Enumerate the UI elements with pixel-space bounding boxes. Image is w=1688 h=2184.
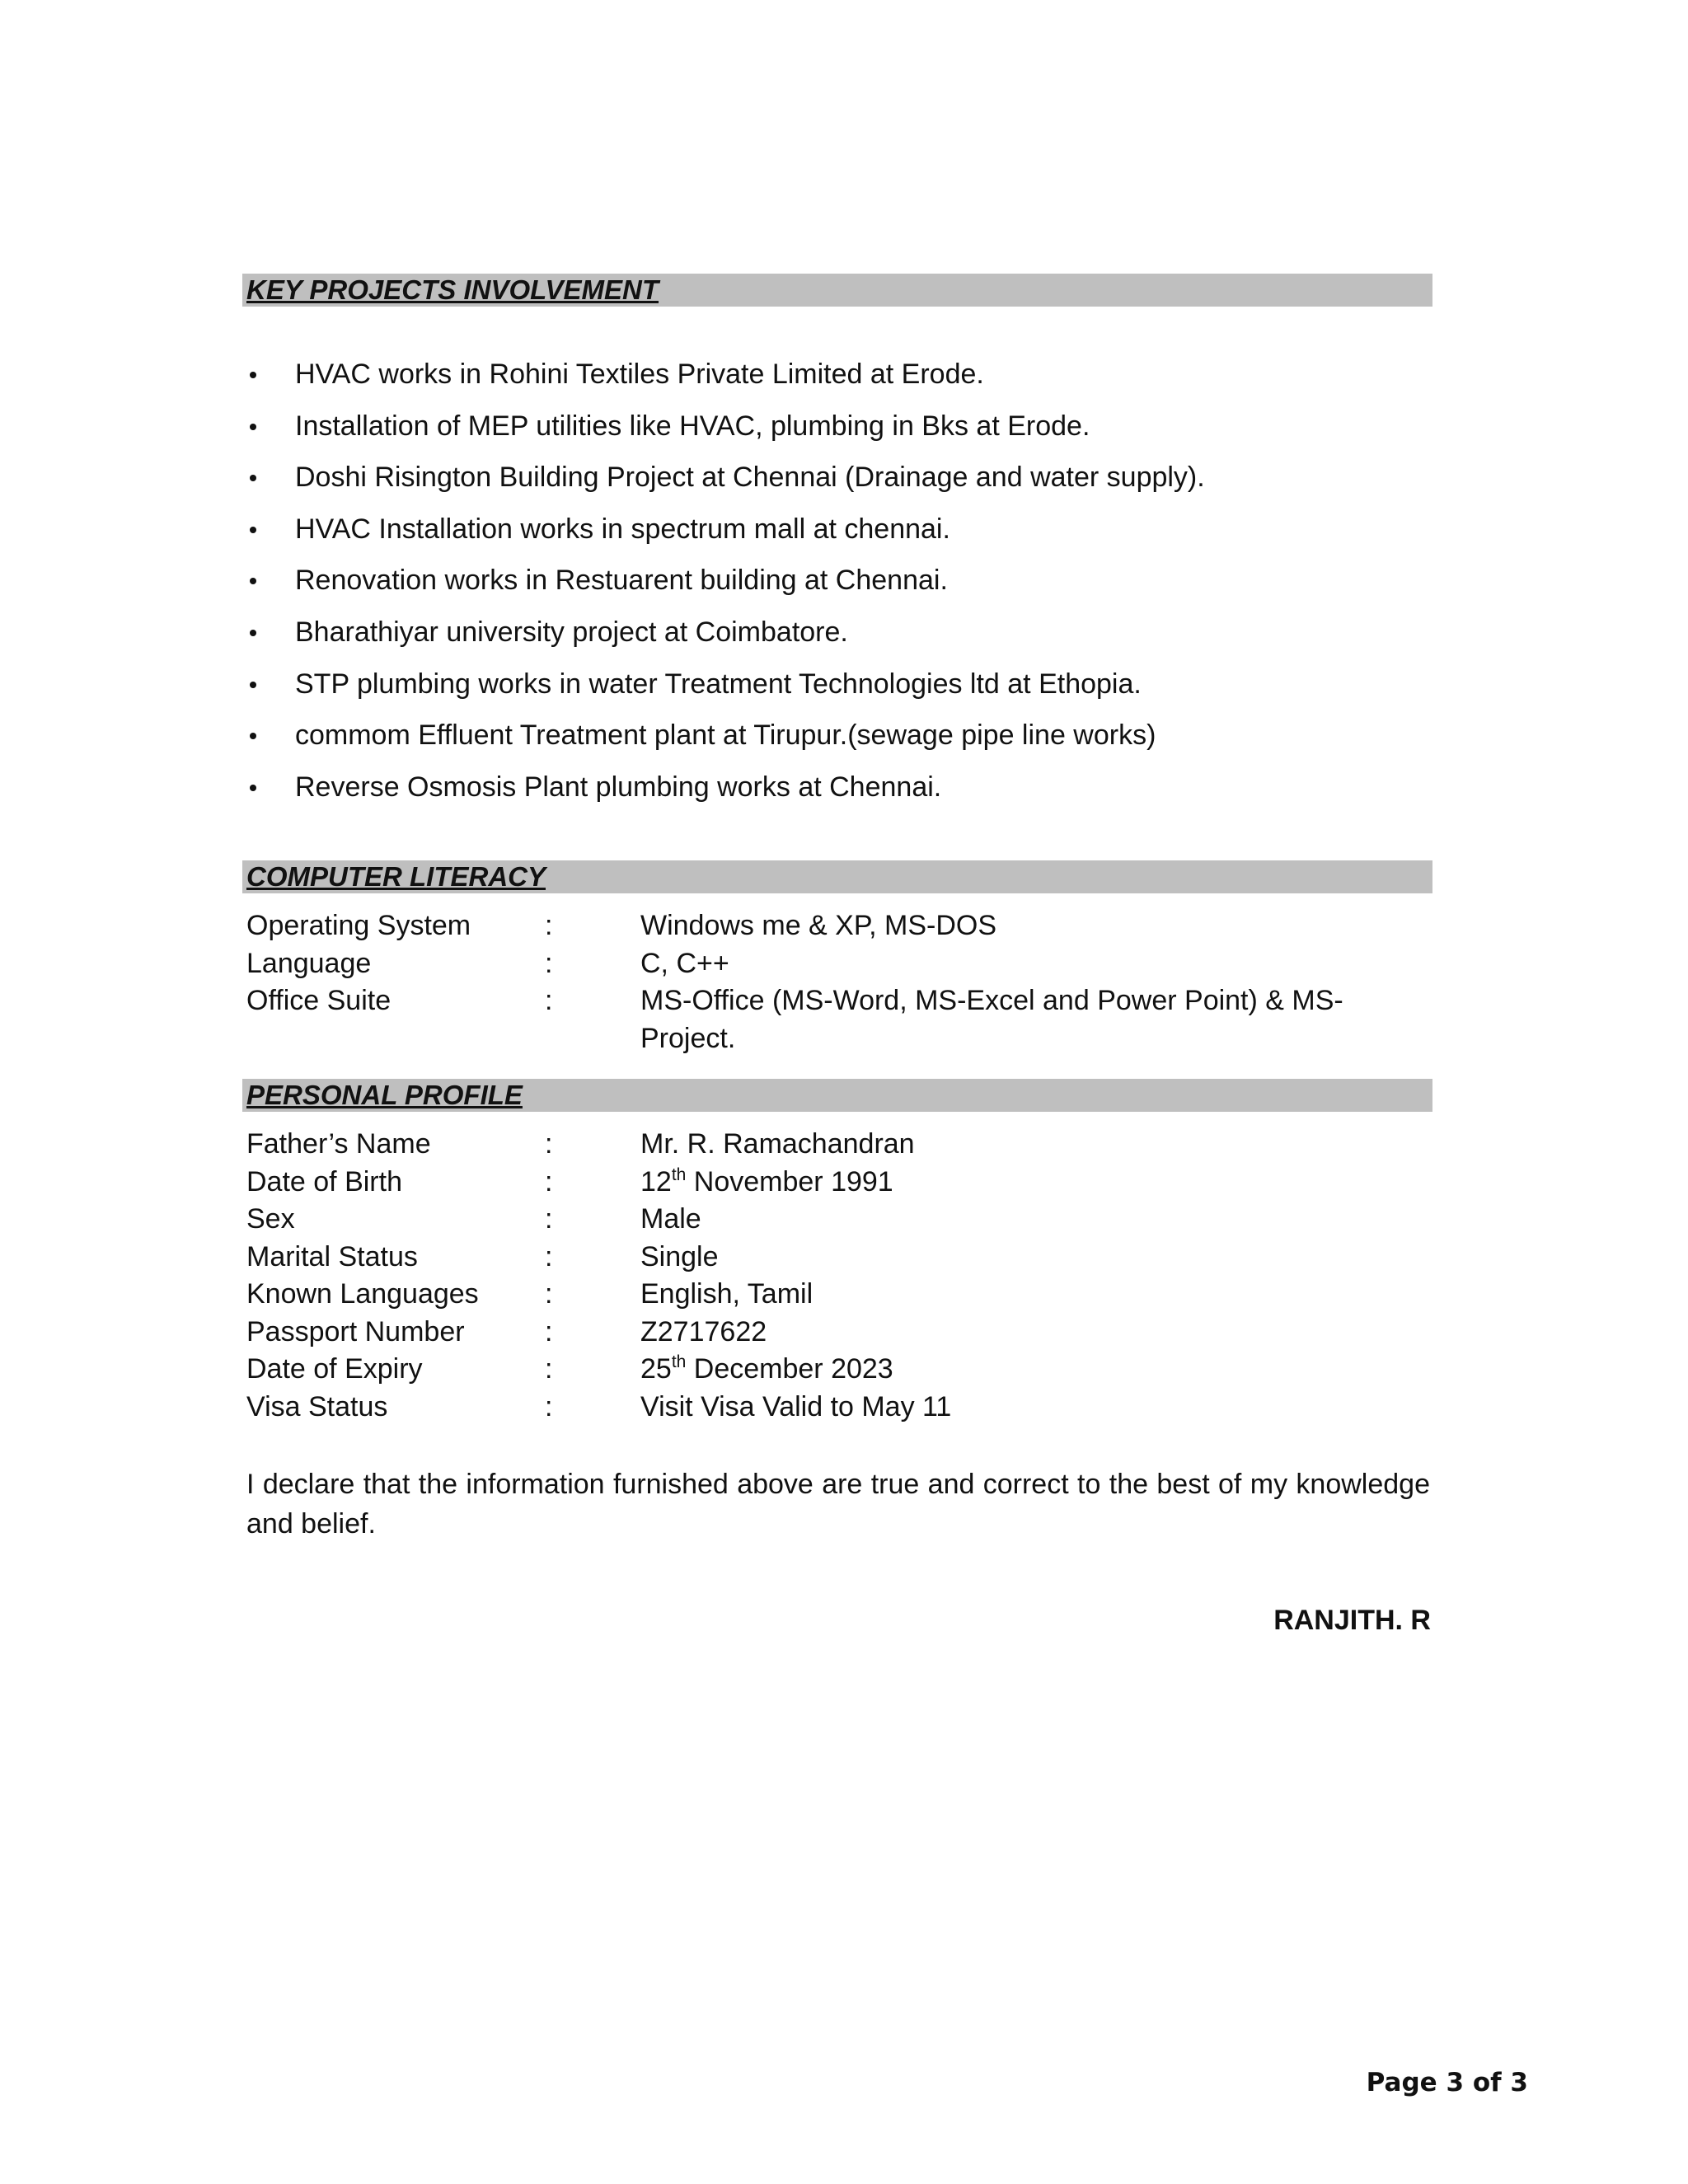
row-separator: :: [545, 1278, 553, 1310]
row-label: Date of Expiry: [246, 1353, 423, 1385]
row-separator: :: [545, 947, 553, 979]
list-item: Reverse Osmosis Plant plumbing works at Chennai.: [242, 767, 1432, 819]
row-label: Office Suite: [246, 985, 392, 1016]
table-row: [246, 1239, 1433, 1277]
row-value: Visit Visa Valid to May 11: [640, 1390, 952, 1422]
key-projects-title: KEY PROJECTS INVOLVEMENT: [246, 274, 659, 305]
row-separator: :: [545, 910, 553, 941]
row-value: Z2717622: [640, 1315, 767, 1347]
row-label: Known Languages: [246, 1278, 479, 1310]
row-label: Passport Number: [246, 1315, 465, 1347]
table-row: [246, 1389, 1433, 1427]
personal-profile-header: [242, 1079, 1432, 1112]
list-item: Renovation works in Restuarent building at Chennai.: [242, 560, 1432, 612]
row-label: Visa Status: [246, 1390, 388, 1422]
table-row: [246, 1126, 1433, 1164]
list-item: HVAC works in Rohini Textiles Private Limited at Erode.: [242, 354, 1432, 406]
table-row: [246, 1314, 1433, 1352]
table-row: [246, 1201, 1433, 1239]
list-item: Bharathiyar university project at Coimbatore.: [242, 612, 1432, 664]
row-separator: :: [545, 1240, 553, 1272]
row-label: Date of Birth: [246, 1165, 402, 1197]
row-separator: :: [545, 1315, 553, 1347]
page-number: Page 3 of 3: [1366, 2068, 1528, 2097]
row-value: [640, 1351, 1433, 1389]
row-value: Windows me & XP, MS-DOS: [640, 910, 997, 941]
row-value: Male: [640, 1203, 701, 1235]
list-item: STP plumbing works in water Treatment Technologies ltd at Ethopia.: [242, 664, 1432, 716]
computer-literacy-header: [242, 860, 1432, 893]
row-value: Single: [640, 1240, 719, 1272]
personal-profile-title: PERSONAL PROFILE: [246, 1080, 523, 1110]
row-value: English, Tamil: [640, 1278, 814, 1310]
date-rest: December 2023: [686, 1353, 893, 1385]
row-label: Language: [246, 947, 372, 979]
row-label: Marital Status: [246, 1240, 418, 1272]
list-item: HVAC Installation works in spectrum mall at chennai.: [242, 509, 1432, 561]
list-item: Installation of MEP utilities like HVAC, plumbing in Bks at Erode.: [242, 406, 1432, 458]
date-day: 12: [640, 1165, 672, 1197]
row-separator: :: [545, 1128, 553, 1160]
key-projects-header: [242, 274, 1432, 307]
row-separator: :: [545, 1390, 553, 1422]
ordinal-suffix: th: [671, 1165, 687, 1184]
computer-literacy-title: COMPUTER LITERACY: [246, 861, 546, 892]
ordinal-suffix: th: [671, 1352, 687, 1371]
row-label: Operating System: [246, 910, 471, 941]
row-label: Father’s Name: [246, 1128, 431, 1160]
table-row: [246, 1351, 1433, 1389]
row-separator: :: [545, 1165, 553, 1197]
table-row: [246, 945, 1433, 983]
list-item: Doshi Risington Building Project at Chennai (Drainage and water supply).: [242, 457, 1432, 509]
declaration-text: I declare that the information furnished above are true and correct to the best of my knowledge and belief.: [246, 1469, 1430, 1540]
row-value: MS-Office (MS-Word, MS-Excel and Power Point) & MS-Project.: [640, 985, 1343, 1054]
list-item: commom Effluent Treatment plant at Tirupur.(sewage pipe line works): [242, 715, 1432, 767]
row-separator: :: [545, 1203, 553, 1235]
row-label: Sex: [246, 1203, 295, 1235]
date-rest: November 1991: [686, 1165, 893, 1197]
table-row: [246, 1164, 1433, 1202]
signature-name: RANJITH. R: [1273, 1605, 1431, 1636]
key-projects-list: [242, 354, 1432, 818]
row-separator: :: [545, 1353, 553, 1385]
row-separator: :: [545, 985, 553, 1016]
personal-profile-table: [246, 1126, 1433, 1426]
table-row: [246, 982, 1433, 1057]
table-row: [246, 907, 1433, 945]
row-value: [640, 1164, 1433, 1202]
row-value: Mr. R. Ramachandran: [640, 1128, 915, 1160]
computer-literacy-table: [246, 907, 1433, 1057]
row-value: C, C++: [640, 947, 729, 979]
table-row: [246, 1276, 1433, 1314]
date-day: 25: [640, 1353, 672, 1385]
